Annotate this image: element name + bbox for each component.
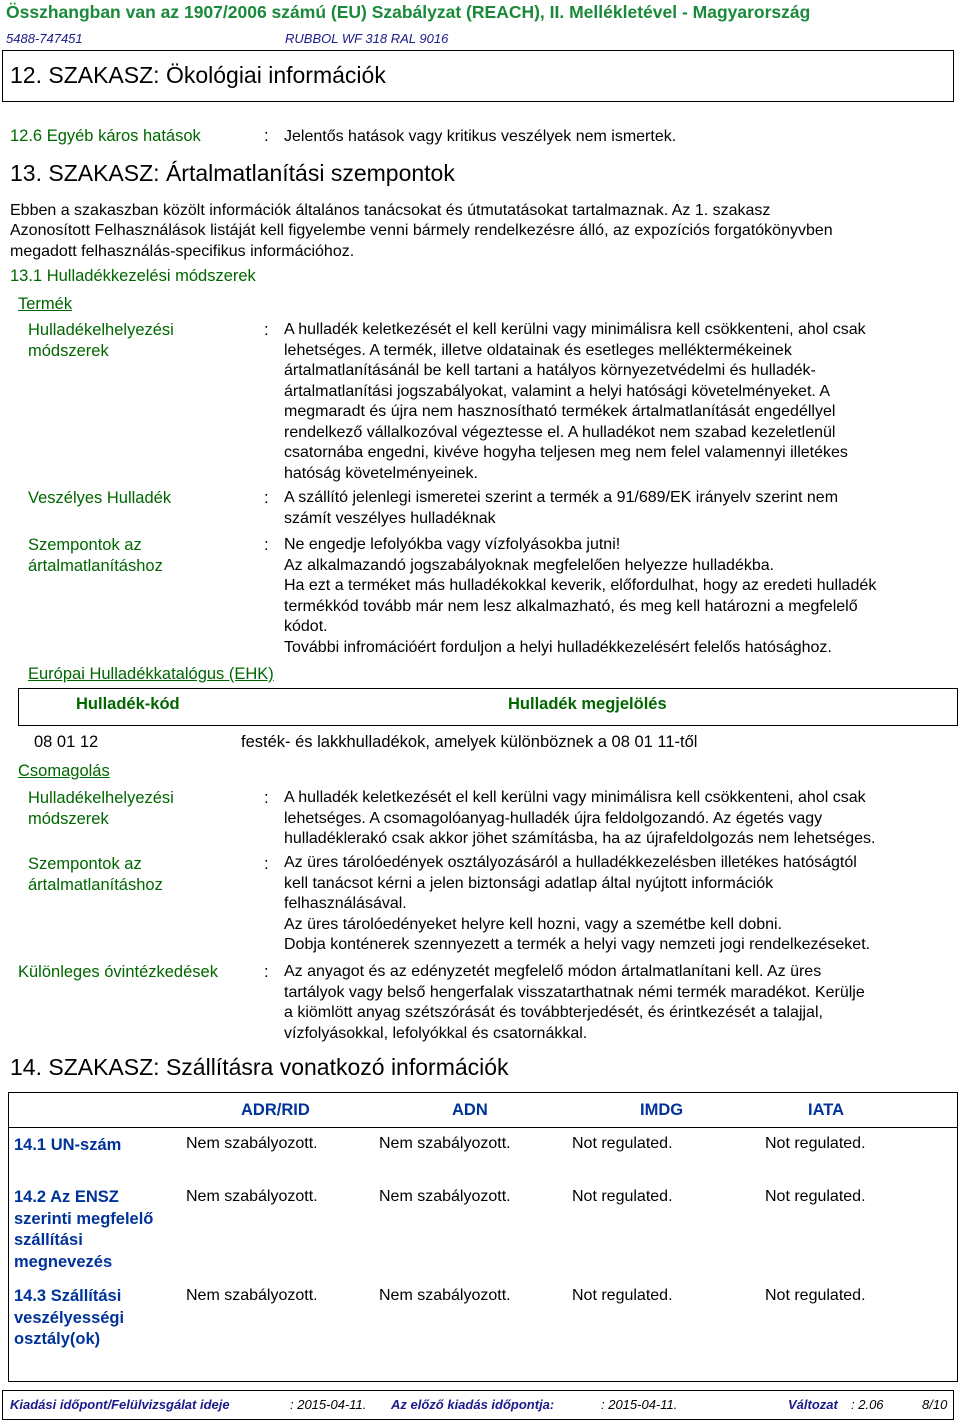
pack-considerations-label: Szempontok az ártalmatlanításhoz — [28, 855, 163, 894]
product-heading: Termék — [18, 295, 73, 313]
special-precautions-text: Az anyagot és az edényzetét megfelelő módon ártalmatlanítani kell. Az üres tartályok vagy belső hengerfalak visszatarthatnak némi termék maradékot. Kerülje a kiömlött anyag szétszórását és továbbterjedését, és érintkezését a talajjal, vízfolyásokkal, lefolyókkal és csatornákkal. — [284, 963, 865, 1042]
table-cell: Not regulated. — [765, 1188, 866, 1205]
row-label-14-1: 14.1 UN-szám — [14, 1136, 122, 1154]
table-cell: Nem szabályozott. — [186, 1188, 318, 1205]
colon: : — [264, 963, 269, 981]
table-cell: Nem szabályozott. — [379, 1188, 511, 1205]
intro-line-1: Ebben a szakaszban közölt információk általános tanácsokat és útmutatásokat tartalmaznak. Az 1. szakasz — [10, 202, 771, 219]
col-iata: IATA — [808, 1101, 845, 1119]
colon: : — [264, 855, 269, 873]
ewc-code: 08 01 12 — [34, 733, 99, 751]
section-12-title: 12. SZAKASZ: Ökológiai információk — [10, 62, 386, 88]
table-cell: Nem szabályozott. — [379, 1135, 511, 1152]
table-cell: Not regulated. — [765, 1135, 866, 1152]
footer-version-value: : 2.06 — [851, 1397, 884, 1412]
table-cell: Not regulated. — [572, 1135, 673, 1152]
section-13-title: 13. SZAKASZ: Ártalmatlanítási szempontok — [10, 160, 455, 186]
colon: : — [264, 536, 269, 554]
footer-page-number: 8/10 — [922, 1397, 948, 1412]
ewc-description: festék- és lakkhulladékok, amelyek különböznek a 08 01 11-től — [241, 733, 698, 751]
ewc-col-description: Hulladék megjelölés — [508, 695, 667, 713]
row-label-14-3: 14.3 Szállítási veszélyességi osztály(ok) — [14, 1287, 125, 1348]
intro-line-3: megadott felhasználás-specifikus információhoz. — [10, 243, 355, 260]
packaging-heading: Csomagolás — [18, 762, 110, 780]
product-name: RUBBOL WF 318 RAL 9016 — [285, 31, 449, 46]
footer-issue-value: : 2015-04-11. — [290, 1397, 367, 1412]
col-adr-rid: ADR/RID — [241, 1101, 310, 1119]
disposal-label: Hulladékelhelyezési módszerek — [28, 321, 174, 360]
footer-issue-label: Kiadási időpont/Felülvizsgálat ideje — [10, 1397, 230, 1412]
value-12-6: Jelentős hatások vagy kritikus veszélyek nem ismertek. — [284, 128, 677, 145]
regulation-title: Összhangban van az 1907/2006 számú (EU) Szabályzat (REACH), II. Mellékletével - Magyarország — [6, 2, 811, 22]
footer-prev-label: Az előző kiadás időpontja: — [391, 1397, 555, 1412]
hazardous-waste-label: Veszélyes Hulladék — [28, 489, 172, 507]
col-imdg: IMDG — [640, 1101, 684, 1119]
hazardous-waste-text: A szállító jelenlegi ismeretei szerint a termék a 91/689/EK irányelv szerint nem számít veszélyes hulladéknak — [284, 489, 839, 527]
label-12-6: 12.6 Egyéb káros hatások — [10, 127, 201, 145]
table-cell: Nem szabályozott. — [186, 1135, 318, 1152]
pack-disposal-label: Hulladékelhelyezési módszerek — [28, 789, 174, 828]
col-adn: ADN — [452, 1101, 488, 1119]
considerations-label: Szempontok az ártalmatlanításhoz — [28, 536, 163, 575]
colon: : — [264, 321, 269, 339]
footer-version-label: Változat — [788, 1397, 838, 1412]
product-id: 5488-747451 — [6, 31, 83, 46]
colon: : — [264, 127, 269, 145]
intro-line-2: Azonosított Felhasználások listáját kell figyelembe venni bármely rendelkezésre álló, az expozíciós forgatókönyvben — [10, 222, 833, 239]
row-label-14-2: 14.2 Az ENSZ szerinti megfelelő szállítási megnevezés — [14, 1188, 154, 1271]
colon: : — [264, 789, 269, 807]
section-14-title: 14. SZAKASZ: Szállításra vonatkozó információk — [10, 1054, 509, 1080]
pack-considerations-text: Az üres tárolóedények osztályozásáról a hulladékkezelésben illetékes hatóságtól kell tanácsot kérni a jelen biztonsági adatlap által nyújtott információk felhasználásával. Az üres tárolóedényeket helyre kell hozni, vagy a szemétbe kell dobni. Dobja konténerek szennyezett a termék a helyi vagy nemzeti jogi rendelkezéseket. — [284, 854, 871, 953]
ewc-heading: Európai Hulladékkatalógus (EHK) — [28, 665, 274, 683]
ewc-col-code: Hulladék-kód — [76, 695, 180, 713]
pack-disposal-text: A hulladék keletkezését el kell kerülni vagy minimálisra kell csökkenteni, ahol csak lehetséges. A csomagolóanyag-hulladék újra feldolgozandó. Az égetés vagy hulladéklerakó csak akkor jöhet számításba, ha az újrafeldolgozás nem lehetséges. — [284, 789, 876, 847]
table-cell: Not regulated. — [765, 1287, 866, 1304]
table-cell: Not regulated. — [572, 1188, 673, 1205]
footer-prev-value: : 2015-04-11. — [601, 1397, 678, 1412]
considerations-text: Ne engedje lefolyókba vagy vízfolyásokba jutni! Az alkalmazandó jogszabályoknak megfelelően helyezze hulladékba. Ha ezt a terméket más hulladékokkal keverik, előfordulhat, hogy az eredeti hulladék termékkód tovább már nem lesz alkalmazható, és meg kell határozni a megfelelő kódot. További infromációért forduljon a helyi hulladékkezelésért felelős hatósághoz. — [284, 536, 877, 656]
special-precautions-label: Különleges óvintézkedések — [18, 963, 218, 981]
colon: : — [264, 489, 269, 507]
subsection-13-1-title: 13.1 Hulladékkezelési módszerek — [10, 267, 256, 285]
table-cell: Nem szabályozott. — [186, 1287, 318, 1304]
table-cell: Not regulated. — [572, 1287, 673, 1304]
table-cell: Nem szabályozott. — [379, 1287, 511, 1304]
disposal-text: A hulladék keletkezését el kell kerülni vagy minimálisra kell csökkenteni, ahol csak lehetséges. A termék, illetve oldatainak és esetleges melléktermékeinek ártalmatlanításánál be kell tartani a hatályos környezetvédelmi és hulladék- ártalmatlanítási jogszabályokat, valamint a helyi hatósági követelményeket. A megmaradt és újra nem hasznosítható termékek ártalmatlanítását engedéllyel rendelkező vállalkozóval végeztesse el. A hulladékot nem szabad kezeletlenül csatornába engedni, kivéve hogyha teljesen meg nem felel valamennyi illetékes hatóság követelményeinek. — [284, 321, 866, 482]
